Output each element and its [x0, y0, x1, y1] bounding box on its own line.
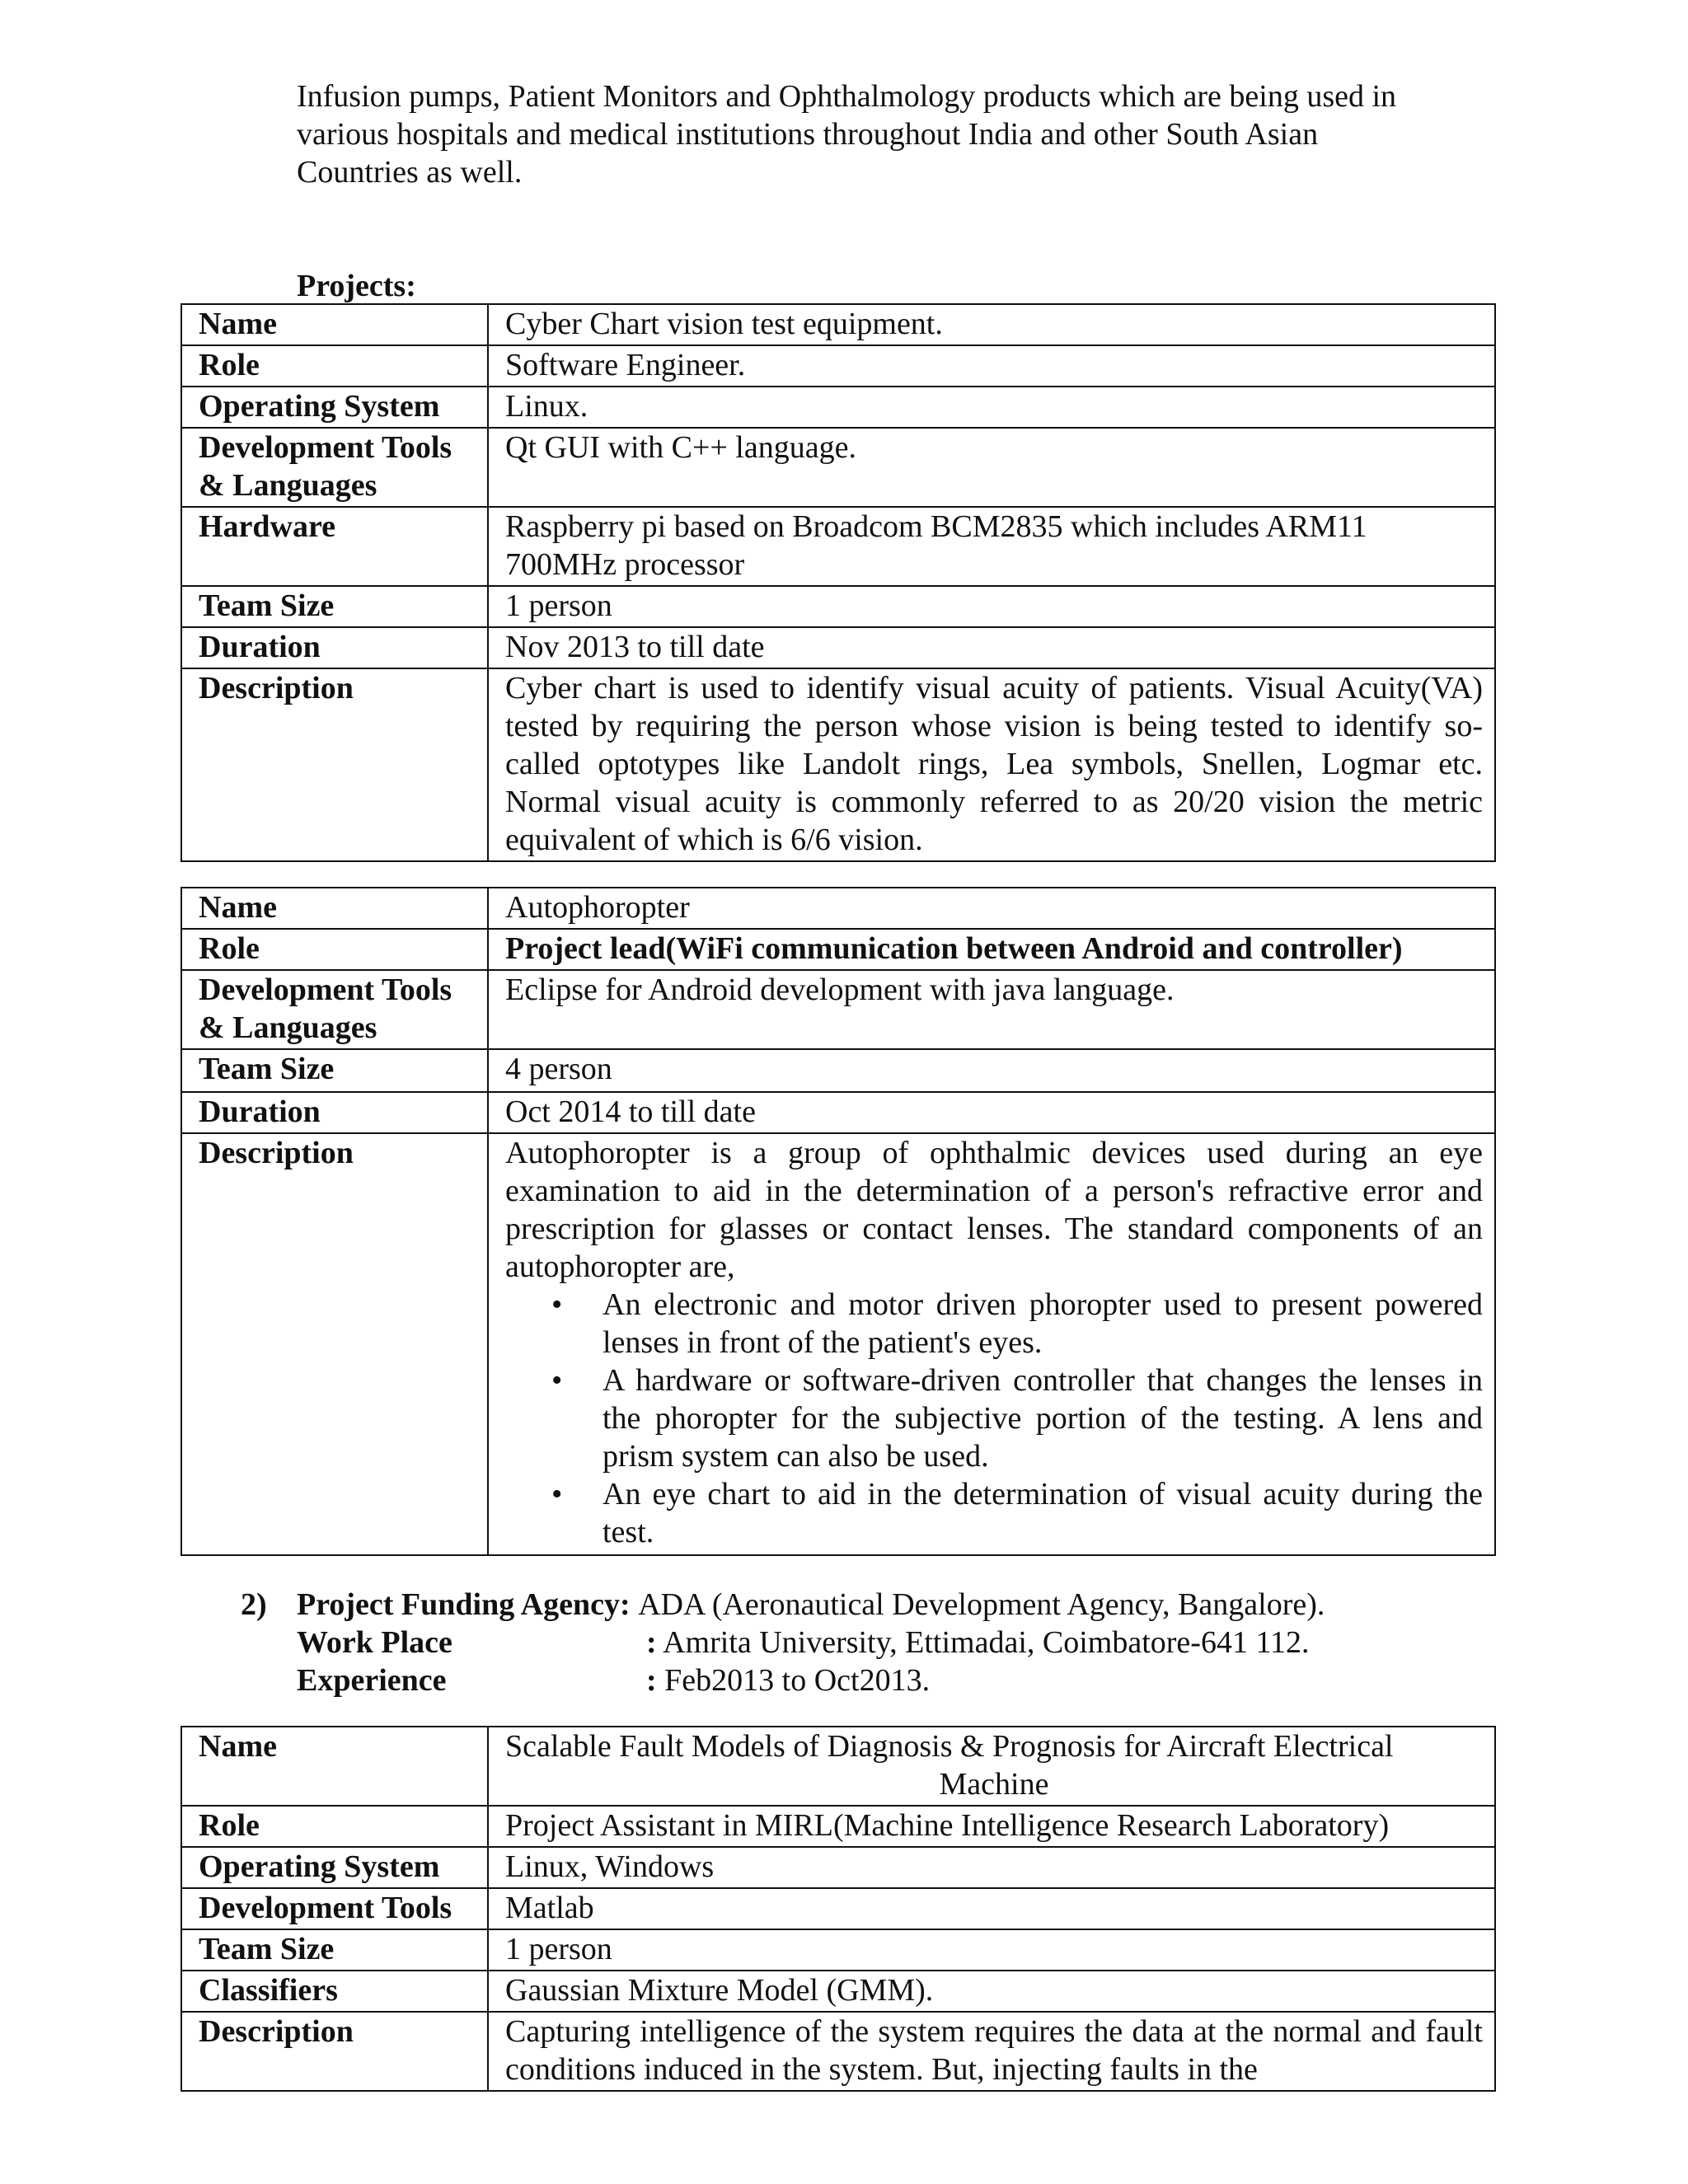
row-value: Eclipse for Android development with java language.: [488, 970, 1495, 1049]
row-value: 1 person: [488, 1929, 1495, 1971]
table-row: [181, 507, 1495, 586]
agency-line: [297, 1586, 1325, 1624]
row-value: 1 person: [488, 586, 1495, 627]
experience-value: Feb2013 to Oct2013.: [664, 1663, 931, 1698]
table-row: [181, 304, 1495, 345]
row-value: Matlab: [488, 1888, 1495, 1929]
row-label: Team Size: [181, 1049, 488, 1092]
row-value: Project lead(WiFi communication between Android and controller): [488, 929, 1495, 970]
row-label: Hardware: [181, 507, 488, 586]
list-item: • A hardware or software-driven controller that changes the lenses in the phoropter for the subjective portion of the testing. A lens and prism system can also be used.: [603, 1361, 1483, 1475]
table-row: [181, 1049, 1495, 1092]
table-row: [181, 428, 1495, 507]
project-table-fault-models: [181, 1726, 1496, 2092]
row-label: Development Tools & Languages: [181, 428, 488, 507]
table-row: [181, 1847, 1495, 1888]
table-row: [181, 345, 1495, 387]
item-number: 2): [241, 1587, 267, 1622]
list-item: • An eye chart to aid in the determination of visual acuity during the test.: [603, 1475, 1483, 1551]
table-row: [181, 970, 1495, 1049]
experience-label: Experience: [297, 1663, 447, 1698]
table-row: [181, 929, 1495, 970]
row-value: Linux, Windows: [488, 1847, 1495, 1888]
table-row: [181, 2012, 1495, 2091]
table-row: [181, 1971, 1495, 2012]
project-table-cyber-chart: [181, 303, 1496, 862]
row-label: Name: [181, 304, 488, 345]
row-label: Development Tools & Languages: [181, 970, 488, 1049]
projects-heading: Projects:: [297, 269, 416, 303]
row-label: Role: [181, 345, 488, 387]
row-value: Gaussian Mixture Model (GMM).: [488, 1971, 1495, 2012]
row-label: Description: [181, 1133, 488, 1555]
row-label: Description: [181, 668, 488, 861]
row-value: Autophoropter: [488, 888, 1495, 929]
intro-paragraph: [297, 77, 1451, 191]
row-value: Qt GUI with C++ language.: [488, 428, 1495, 507]
row-label: Duration: [181, 1092, 488, 1133]
intro-line: various hospitals and medical institutions throughout India and other South Asian: [297, 117, 1319, 152]
list-item: • An electronic and motor driven phoropter used to present powered lenses in front of the patient's eyes.: [603, 1286, 1483, 1361]
experience-line: [646, 1661, 930, 1699]
row-value: Cyber chart is used to identify visual acuity of patients. Visual Acuity(VA) tested by requiring the person whose vision is being tested to identify so-called optotypes like Landolt rings, Lea symbols, Snellen, Logmar etc. Normal visual acuity is commonly referred to as 20/20 vision the metric equivalent of which is 6/6 vision.: [488, 668, 1495, 861]
row-value: Raspberry pi based on Broadcom BCM2835 which includes ARM11 700MHz processor: [488, 507, 1495, 586]
agency-label: Project Funding Agency:: [297, 1587, 631, 1622]
table-row: [181, 1929, 1495, 1971]
work-place-line: [646, 1624, 1310, 1661]
colon: :: [646, 1663, 657, 1698]
table-row: [181, 627, 1495, 668]
work-place-label: Work Place: [297, 1625, 452, 1660]
intro-line: Infusion pumps, Patient Monitors and Ophthalmology products which are being used in: [297, 79, 1397, 114]
row-label: Role: [181, 929, 488, 970]
component-list: [505, 1286, 1483, 1551]
table-row: [181, 888, 1495, 929]
agency-value: ADA (Aeronautical Development Agency, Bangalore).: [638, 1587, 1325, 1622]
row-value: Software Engineer.: [488, 345, 1495, 387]
name-line: Machine: [939, 1767, 1049, 1802]
colon: :: [646, 1625, 657, 1660]
table-row: [181, 1727, 1495, 1806]
row-label: Duration: [181, 627, 488, 668]
row-value: Nov 2013 to till date: [488, 627, 1495, 668]
row-label: Classifiers: [181, 1971, 488, 2012]
row-label: Team Size: [181, 1929, 488, 1971]
table-row: [181, 1092, 1495, 1133]
row-value: [488, 1727, 1495, 1806]
row-label: Role: [181, 1806, 488, 1847]
row-label: Name: [181, 1727, 488, 1806]
table-row: [181, 668, 1495, 861]
row-label: Operating System: [181, 1847, 488, 1888]
row-value: Oct 2014 to till date: [488, 1092, 1495, 1133]
row-value: [488, 1133, 1495, 1555]
row-value: 4 person: [488, 1049, 1495, 1092]
table-row: [181, 1888, 1495, 1929]
intro-line: Countries as well.: [297, 155, 523, 190]
table-row: [181, 1133, 1495, 1555]
row-label: Description: [181, 2012, 488, 2091]
table-row: [181, 387, 1495, 428]
row-value: Cyber Chart vision test equipment.: [488, 304, 1495, 345]
work-place-value: Amrita University, Ettimadai, Coimbatore-641 112.: [663, 1625, 1310, 1660]
row-value: Capturing intelligence of the system requires the data at the normal and fault conditions induced in the system. But, injecting faults in the: [488, 2012, 1495, 2091]
row-value: Linux.: [488, 387, 1495, 428]
table-row: [181, 586, 1495, 627]
row-label: Operating System: [181, 387, 488, 428]
row-label: Development Tools: [181, 1888, 488, 1929]
row-label: Name: [181, 888, 488, 929]
row-value: Project Assistant in MIRL(Machine Intelligence Research Laboratory): [488, 1806, 1495, 1847]
description-text: Autophoropter is a group of ophthalmic devices used during an eye examination to aid in the determination of a person's refractive error and prescription for glasses or contact lenses. The standard components of an autophoropter are,: [505, 1136, 1483, 1284]
row-label: Team Size: [181, 586, 488, 627]
table-row: [181, 1806, 1495, 1847]
project-table-autophoropter: [181, 887, 1496, 1556]
name-line: Scalable Fault Models of Diagnosis & Prognosis for Aircraft Electrical: [505, 1729, 1394, 1764]
